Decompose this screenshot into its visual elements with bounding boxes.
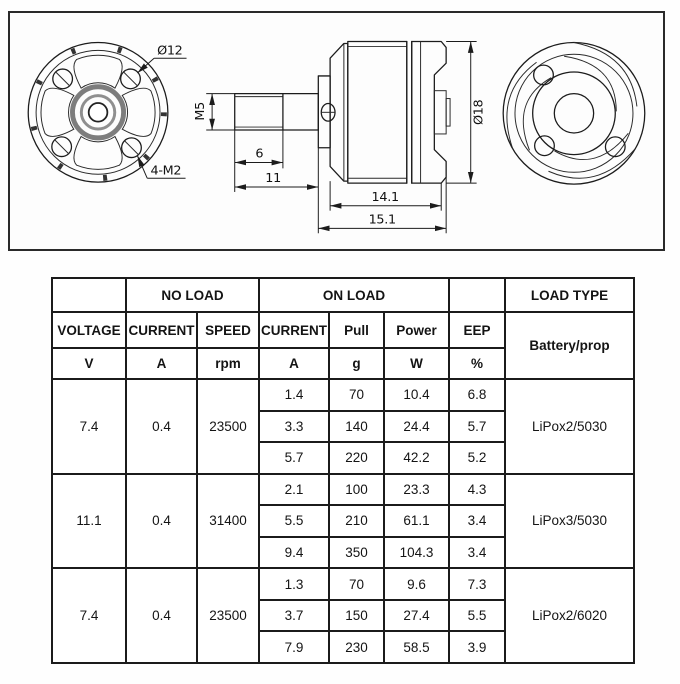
- power-cell: 104.3: [384, 537, 449, 569]
- eep-header: EEP: [449, 312, 505, 348]
- eep-cell: 5.7: [449, 411, 505, 443]
- spec-table: [51, 277, 635, 664]
- blank-cell: [52, 278, 126, 312]
- power-cell: 61.1: [384, 505, 449, 537]
- pull-cell: 230: [329, 631, 384, 663]
- eep-cell: 3.9: [449, 631, 505, 663]
- header-row-columns: [52, 312, 634, 348]
- motor-drawing: [10, 13, 663, 249]
- dim-thread-label: M5: [193, 102, 209, 121]
- unit-a2: A: [259, 348, 329, 379]
- dim-total-len-label: 15.1: [368, 212, 396, 228]
- unit-w: W: [384, 348, 449, 379]
- dim-mount-label: 4-M2: [150, 163, 182, 179]
- power-cell: 9.6: [384, 568, 449, 600]
- battery-cell: LiPox2/6020: [505, 568, 634, 663]
- power-cell: 10.4: [384, 379, 449, 411]
- pull-cell: 70: [329, 568, 384, 600]
- onload-current-cell: 3.7: [259, 600, 329, 632]
- eep-cell: 3.4: [449, 537, 505, 569]
- eep-cell: 5.2: [449, 442, 505, 474]
- eep-cell: 6.8: [449, 379, 505, 411]
- voltage-cell: 11.1: [52, 474, 126, 569]
- power-cell: 27.4: [384, 600, 449, 632]
- onload-current-cell: 3.3: [259, 411, 329, 443]
- onload-current-cell: 5.5: [259, 505, 329, 537]
- blank-cell: [449, 278, 505, 312]
- no-load-header: NO LOAD: [126, 278, 259, 312]
- current-cell: 0.4: [126, 474, 197, 569]
- dim-body-len-label: 14.1: [371, 189, 399, 205]
- on-load-header: ON LOAD: [259, 278, 449, 312]
- speed-cell: 31400: [197, 474, 259, 569]
- battery-prop-header: Battery/prop: [505, 312, 634, 379]
- current-onload-header: CURRENT: [259, 312, 329, 348]
- onload-current-cell: 2.1: [259, 474, 329, 506]
- power-header: Power: [384, 312, 449, 348]
- eep-cell: 4.3: [449, 474, 505, 506]
- unit-v: V: [52, 348, 126, 379]
- onload-current-cell: 7.9: [259, 631, 329, 663]
- table-row: [52, 379, 634, 411]
- dim-thread-len-label: 6: [255, 146, 264, 162]
- voltage-cell: 7.4: [52, 568, 126, 663]
- pull-cell: 100: [329, 474, 384, 506]
- speed-cell: 23500: [197, 379, 259, 474]
- table-row: [52, 474, 634, 506]
- load-type-header: LOAD TYPE: [505, 278, 634, 312]
- unit-a: A: [126, 348, 197, 379]
- unit-rpm: rpm: [197, 348, 259, 379]
- pull-cell: 220: [329, 442, 384, 474]
- power-cell: 42.2: [384, 442, 449, 474]
- speed-cell: 23500: [197, 568, 259, 663]
- onload-current-cell: 9.4: [259, 537, 329, 569]
- dim-shaft-len-label: 11: [265, 171, 281, 187]
- table-row: [52, 568, 634, 600]
- eep-cell: 3.4: [449, 505, 505, 537]
- current-header: CURRENT: [126, 312, 197, 348]
- eep-cell: 7.3: [449, 568, 505, 600]
- pull-header: Pull: [329, 312, 384, 348]
- pull-cell: 140: [329, 411, 384, 443]
- battery-cell: LiPox3/5030: [505, 474, 634, 569]
- speed-header: SPEED: [197, 312, 259, 348]
- unit-pct: %: [449, 348, 505, 379]
- onload-current-cell: 1.3: [259, 568, 329, 600]
- eep-cell: 5.5: [449, 600, 505, 632]
- header-row-groups: [52, 278, 634, 312]
- voltage-header: VOLTAGE: [52, 312, 126, 348]
- current-cell: 0.4: [126, 568, 197, 663]
- rear-view: [481, 43, 645, 204]
- power-cell: 23.3: [384, 474, 449, 506]
- unit-g: g: [329, 348, 384, 379]
- onload-current-cell: 5.7: [259, 442, 329, 474]
- voltage-cell: 7.4: [52, 379, 126, 474]
- power-cell: 24.4: [384, 411, 449, 443]
- battery-cell: LiPox2/5030: [505, 379, 634, 474]
- power-cell: 58.5: [384, 631, 449, 663]
- front-view: [28, 43, 186, 183]
- dim-bolt-circle-label: Ø12: [157, 43, 183, 59]
- pull-cell: 150: [329, 600, 384, 632]
- onload-current-cell: 1.4: [259, 379, 329, 411]
- technical-drawing-frame: [8, 11, 665, 251]
- current-cell: 0.4: [126, 379, 197, 474]
- pull-cell: 70: [329, 379, 384, 411]
- side-view: [193, 42, 486, 234]
- pull-cell: 350: [329, 537, 384, 569]
- rear-spokes: [481, 43, 640, 204]
- dim-body-dia-label: Ø18: [471, 99, 487, 126]
- pull-cell: 210: [329, 505, 384, 537]
